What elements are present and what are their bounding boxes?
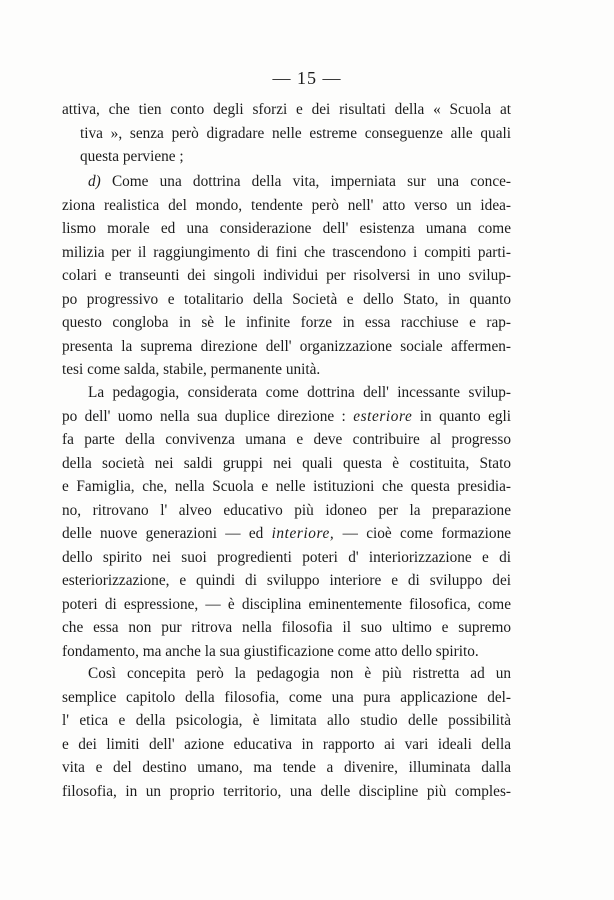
- text-line: fa parte della convivenza umana e deve contribuire al progresso: [62, 431, 511, 448]
- text-line: vita e del destino umano, ma tende a divenire, illuminata dalla: [62, 759, 511, 776]
- emphasis-esteriore: esteriore: [353, 407, 413, 425]
- text-line: [62, 522, 511, 546]
- text-line: [62, 170, 511, 194]
- text-line: semplice capitolo della filosofia, come una pura applicazione del-: [62, 688, 511, 706]
- text-line: dello spirito nei suoi progredienti poteri d' interiorizzazione e di: [62, 548, 511, 566]
- text-line: fondamento, ma anche la sua giustificazione come atto dello spirito.: [62, 642, 479, 660]
- list-label: d): [88, 173, 101, 190]
- text-line: no, ritrovano l' alveo educativo più idoneo per la preparazione: [62, 501, 511, 519]
- text-line: questo congloba in sè le infinite forze in essa racchiuse e rap-: [62, 314, 511, 331]
- text-line: attiva, che tien conto degli sforzi e dei risultati della « Scuola at: [62, 101, 511, 118]
- text-line: [62, 405, 511, 429]
- text-line: tesi come salda, stabile, permanente unità.: [62, 361, 321, 378]
- text-line: e dei limiti dell' azione educativa in rapporto ai vari ideali della: [62, 735, 511, 753]
- text-line: milizia per il raggiungimento di fini che trascendono i compiti parti-: [62, 243, 511, 261]
- paragraph-3: [62, 381, 511, 663]
- text-fragment: delle nuove generazioni — ed: [62, 525, 264, 542]
- text-line: e Famiglia, che, nella Scuola e nelle istituzioni che questa presidia-: [62, 478, 511, 495]
- text-fragment: in quanto egli: [419, 407, 512, 425]
- text-fragment: po dell' uomo nella sua duplice direzione :: [62, 407, 346, 425]
- text-line: Così concepita però la pedagogia non è più ristretta ad un: [88, 665, 511, 682]
- text-line: della società nei saldi gruppi nei quali questa è costituita, Stato: [62, 454, 511, 472]
- text-line: lismo morale ed una considerazione dell' esistenza umana come: [62, 220, 511, 237]
- text-line: filosofia, in un proprio territorio, una delle discipline più comples-: [62, 782, 511, 800]
- text-line: presenta la suprema direzione dell' organizzazione sociale affermen-: [62, 337, 511, 355]
- paragraph-1: [62, 98, 511, 169]
- page-number: — 15 —: [272, 68, 342, 88]
- text-line: l' etica e della psicologia, è limitata allo studio delle possibilità: [62, 712, 511, 729]
- emphasis-interiore: interiore,: [271, 525, 335, 542]
- paragraph-4: [62, 662, 511, 803]
- text-line: esteriorizzazione, e quindi di sviluppo interiore e di sviluppo dei: [62, 572, 511, 589]
- text-line: colari e transeunti dei singoli individui per risolversi in uno svilup-: [62, 267, 511, 284]
- text-fragment: Come una dottrina della vita, imperniata sur una conce-: [111, 173, 511, 190]
- text-line: questa perviene ;: [80, 148, 184, 165]
- text-line: tiva », senza però digradare nelle estreme conseguenze alle quali: [80, 124, 511, 142]
- text-line: po progressivo e totalitario della Società e dello Stato, in quanto: [62, 290, 511, 308]
- text-line: che essa non pur ritrova nella filosofia il suo ultimo e supremo: [62, 619, 511, 636]
- text-line: La pedagogia, considerata come dottrina dell' incessante svilup-: [88, 384, 511, 401]
- paragraph-2: [62, 170, 511, 382]
- text-line: ziona realistica del mondo, tendente però nell' atto verso un idea-: [62, 196, 511, 214]
- text-line: poteri di espressione, — è disciplina eminentemente filosofica, come: [62, 595, 511, 613]
- text-fragment: — cioè come formazione: [342, 525, 512, 542]
